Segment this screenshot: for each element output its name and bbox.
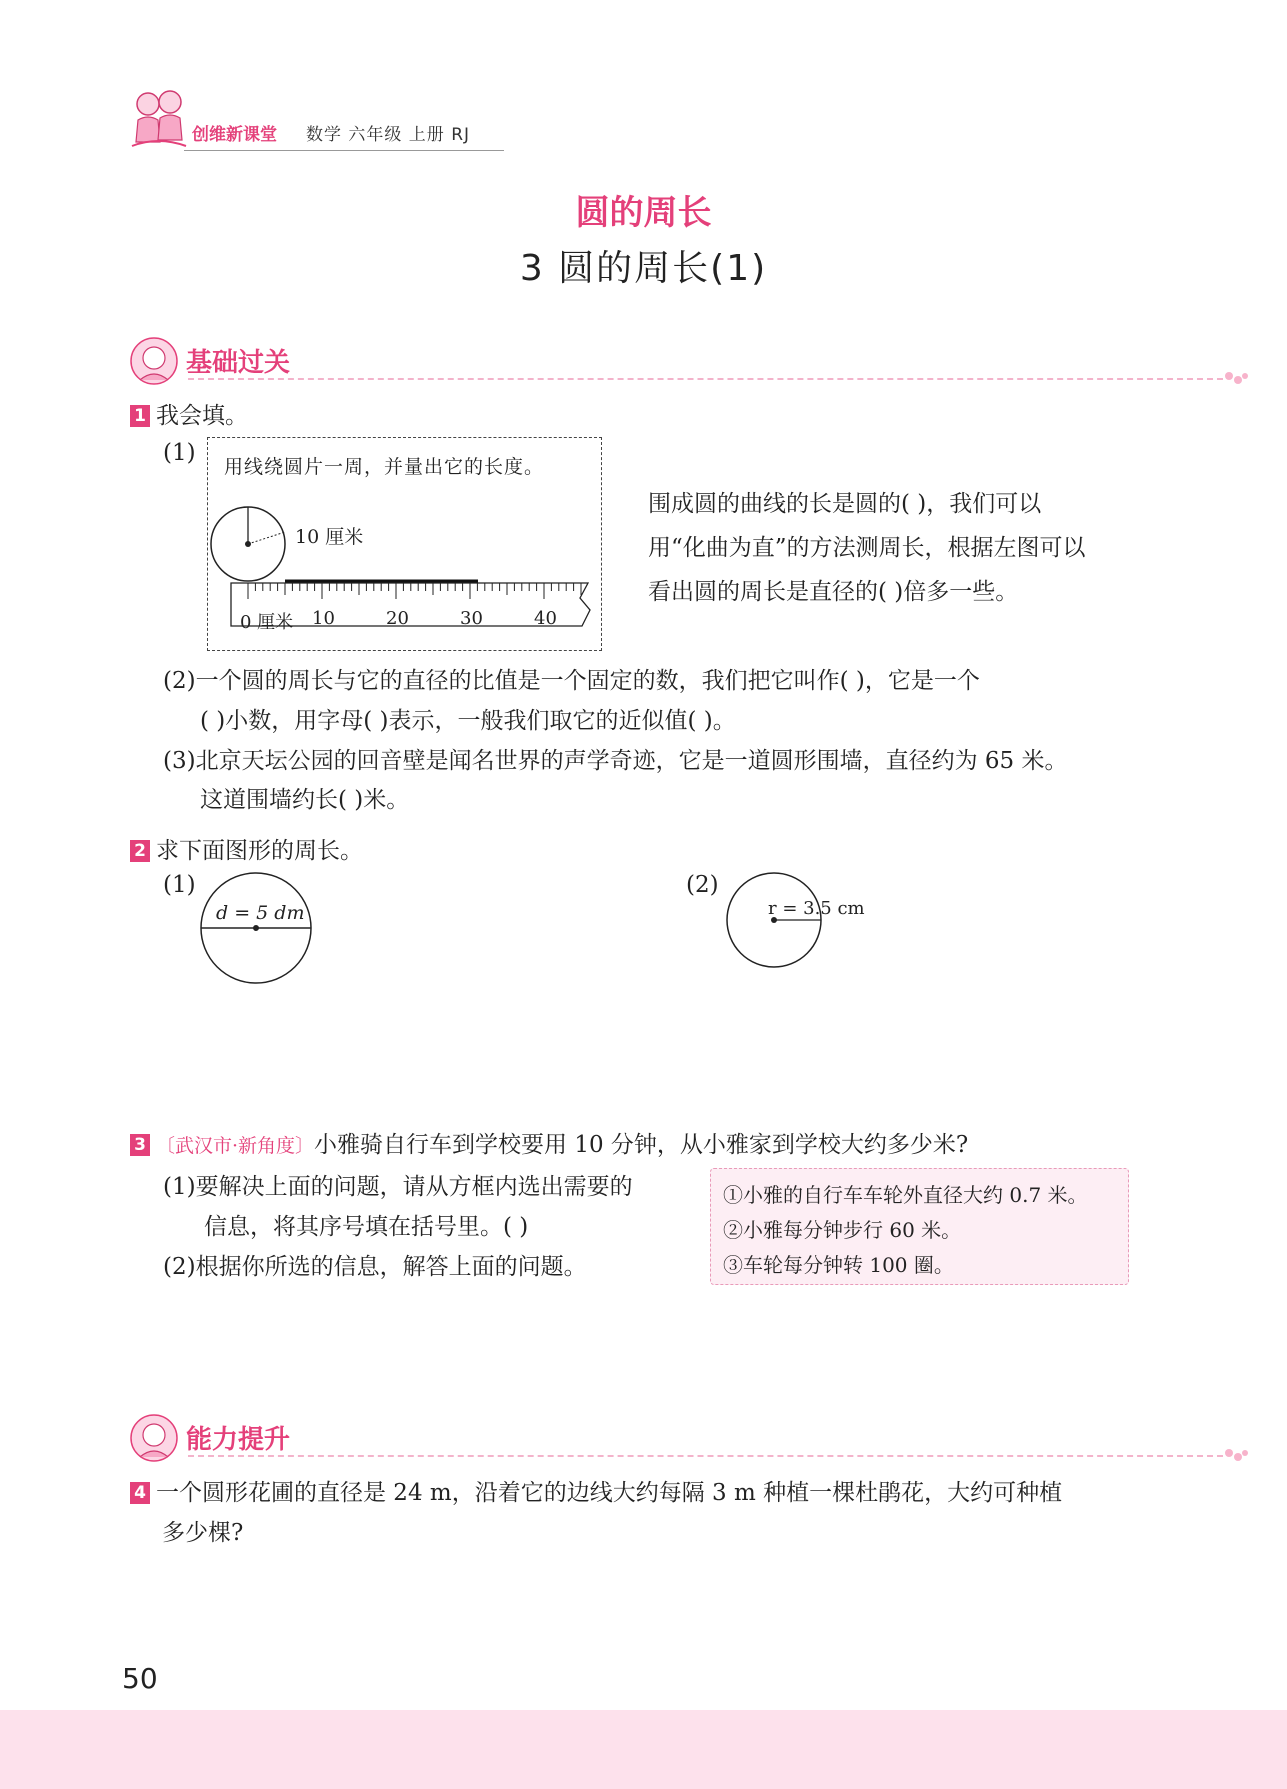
question-3: [130, 1126, 968, 1159]
q1-3-line-1: (3)北京天坛公园的回音壁是闻名世界的声学奇迹，它是一道圆形围墙，直径约为 65 米。: [163, 748, 1068, 774]
info-item-1: ①小雅的自行车车轮外直径大约 0.7 米。: [723, 1183, 1088, 1207]
circle-radius-figure: [724, 870, 824, 970]
q1-3-line-2: 这道围墙约长( )米。: [200, 787, 410, 813]
brand-name: 创维新课堂: [192, 125, 277, 145]
diagram-caption: 用线绕圆片一周，并量出它的长度。: [224, 456, 545, 478]
question-number: 1: [130, 405, 150, 427]
page-header: [128, 86, 488, 156]
question-text: 我会填。: [156, 403, 248, 429]
ruler-label-40: 40: [534, 608, 557, 629]
source-tag: 〔武汉市·新角度〕: [156, 1135, 315, 1157]
dots-ornament-icon: [1223, 1447, 1251, 1463]
q1-1-line-2: 用“化曲为直”的方法测周长，根据左图可以: [648, 535, 1086, 561]
q3-2-line: (2)根据你所选的信息，解答上面的问题。: [163, 1254, 587, 1280]
question-4-line-2: 多少棵?: [162, 1520, 244, 1546]
q3-1-line-1: (1)要解决上面的问题，请从方框内选出需要的: [163, 1174, 633, 1200]
kids-mascot-icon: [128, 86, 190, 152]
circle-diameter-figure: [198, 870, 314, 986]
header-rule: [184, 150, 504, 151]
info-item-2: ②小雅每分钟步行 60 米。: [723, 1218, 962, 1242]
info-item-3: ③车轮每分钟转 100 圈。: [723, 1253, 954, 1277]
boy-avatar-icon: [128, 1413, 180, 1463]
section-label: 能力提升: [186, 1425, 291, 1455]
ruler-label-0: 0 厘米: [240, 612, 294, 633]
question-text: 一个圆形花圃的直径是 24 m，沿着它的边线大约每隔 3 m 种植一棵杜鹃花，大约可种植: [156, 1480, 1063, 1506]
sub-question-number: (1): [163, 440, 196, 466]
question-number: 3: [130, 1134, 150, 1156]
chapter-title: 圆的周长: [575, 193, 712, 233]
q1-2-line-2: ( )小数，用字母( )表示，一般我们取它的近似值( )。: [200, 708, 736, 734]
footer-band: [0, 1710, 1287, 1789]
girl-avatar-icon: [128, 336, 180, 386]
section-divider: [188, 378, 1223, 380]
q1-2-line-1: (2)一个圆的周长与它的直径的比值是一个固定的数，我们把它叫作( )，它是一个: [163, 668, 980, 694]
dots-ornament-icon: [1223, 370, 1251, 386]
ruler-label-30: 30: [460, 608, 483, 629]
diameter-label: d = 5 dm: [216, 902, 305, 924]
info-box: [710, 1168, 1129, 1285]
figure-1-number: (1): [163, 872, 196, 898]
ruler-label-20: 20: [386, 608, 409, 629]
radius-label: 10 厘米: [295, 526, 364, 548]
figure-2-number: (2): [686, 872, 719, 898]
question-text: 求下面图形的周长。: [156, 838, 363, 864]
q1-1-line-3: 看出圆的周长是直径的( )倍多一些。: [648, 579, 1019, 605]
question-1: [130, 397, 248, 430]
question-4: [130, 1474, 1062, 1507]
measure-diagram-box: [207, 437, 602, 651]
section-divider: [188, 1455, 1223, 1457]
ruler-label-10: 10: [312, 608, 335, 629]
section-header-advanced: [128, 1413, 1228, 1463]
section-header-basic: [128, 336, 1228, 386]
question-number: 2: [130, 840, 150, 862]
q1-1-line-1: 围成圆的曲线的长是圆的( )，我们可以: [648, 491, 1042, 517]
question-number: 4: [130, 1482, 150, 1504]
lesson-title: 3 圆的周长(1): [519, 248, 768, 289]
q3-1-line-2: 信息，将其序号填在括号里。( ): [204, 1214, 529, 1240]
section-label: 基础过关: [186, 348, 291, 378]
book-info: 数学 六年级 上册 RJ: [306, 125, 471, 145]
question-text: 小雅骑自行车到学校要用 10 分钟，从小雅家到学校大约多少米?: [314, 1132, 969, 1158]
question-2: [130, 832, 363, 865]
page-number: 50: [122, 1662, 158, 1695]
radius-label: r = 3.5 cm: [768, 898, 865, 919]
